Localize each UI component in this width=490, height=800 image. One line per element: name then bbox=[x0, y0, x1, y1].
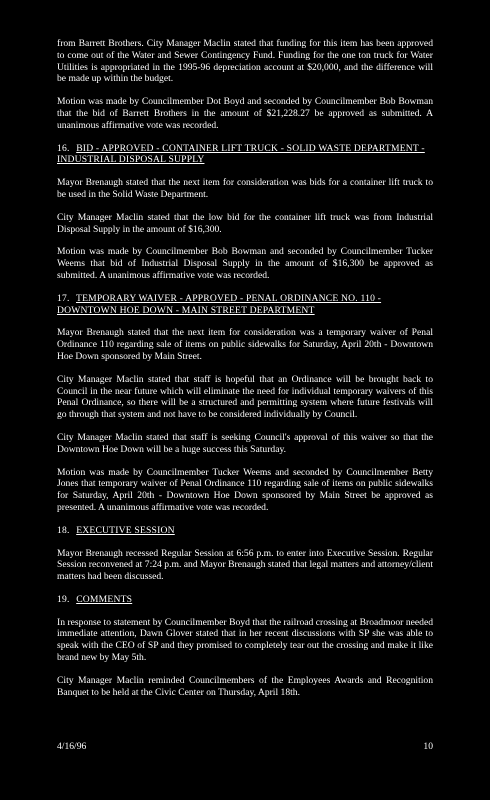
page-number: 10 bbox=[423, 741, 433, 752]
item-title: EXECUTIVE SESSION bbox=[76, 524, 175, 536]
paragraph-waiver-approval: City Manager Maclin stated that staff is seeking Council's approval of this waiver so that the Downtown Hoe Down will be a huge success this Saturday. bbox=[57, 431, 433, 455]
item-19-heading bbox=[57, 594, 433, 606]
paragraph-barrett-funding: from Barrett Brothers. City Manager Maclin stated that funding for this item has been approved to come out of the Water and Sewer Contingency Fund. Funding for the one ton truck for Water Utilities is appropriated in the 1995-96 depreciation account at $20,000, and the difference will be made up within the budget. bbox=[57, 38, 433, 85]
item-title: TEMPORARY WAIVER - APPROVED - PENAL ORDINANCE NO. 110 - DOWNTOWN HOE DOWN - MAIN STREET DEPARTMENT bbox=[57, 292, 382, 316]
paragraph-railroad-crossing: In response to statement by Councilmember Boyd that the railroad crossing at Broadmoor needed immediate attention, Dawn Glover stated that in her recent discussions with SP she was able to speak with the CEO of SP and they promised to completely tear out the crossing and make it like brand new by May 5th. bbox=[57, 616, 433, 664]
item-title: BID - APPROVED - CONTAINER LIFT TRUCK - SOLID WASTE DEPARTMENT - INDUSTRIAL DISPOSAL SUPPLY bbox=[57, 142, 425, 166]
page-footer bbox=[57, 741, 433, 753]
paragraph-waiver-motion: Motion was made by Councilmember Tucker Weems and seconded by Councilmember Betty Jones that temporary waiver of Penal Ordinance 110 regarding sale of items on public sidewalks for Saturday, April 20th - Downtown Hoe Down sponsored by Main Street be approved as presented. A unanimous affirmative vote was recorded. bbox=[57, 466, 433, 513]
item-title: COMMENTS bbox=[76, 593, 133, 605]
item-16-heading bbox=[57, 143, 433, 167]
item-17-heading bbox=[57, 293, 433, 317]
paragraph-lift-truck-intro: Mayor Brenaugh stated that the next item for consideration was bids for a container lift truck to be used in the Solid Waste Department. bbox=[57, 177, 433, 200]
paragraph-barrett-motion: Motion was made by Councilmember Dot Boyd and seconded by Councilmember Bob Bowman that the bid of Barrett Brothers in the amount of $21,228.27 be approved as submitted. A unanimous affirmative vote was recorded. bbox=[57, 96, 433, 131]
item-number: 18. bbox=[57, 524, 70, 536]
paragraph-banquet-reminder: City Manager Maclin reminded Councilmembers of the Employees Awards and Recognition Banquet to be held at the Civic Center on Thursday, April 18th. bbox=[57, 674, 433, 698]
paragraph-waiver-intro: Mayor Brenaugh stated that the next item for consideration was a temporary waiver of Penal Ordinance 110 regarding sale of items on public sidewalks for Saturday, April 20th - Downtown Hoe Down sponsored by Main Street. bbox=[57, 327, 433, 362]
paragraph-executive-session: Mayor Brenaugh recessed Regular Session at 6:56 p.m. to enter into Executive Session. Regular Session reconvened at 7:24 p.m. and Mayor Brenaugh stated that legal matters and attorney/client matters had been discussed. bbox=[57, 547, 433, 583]
footer-date: 4/16/96 bbox=[57, 741, 87, 752]
item-number: 19. bbox=[57, 593, 70, 605]
paragraph-waiver-ordinance: City Manager Maclin stated that staff is hopeful that an Ordinance will be brought back to Council in the near future which will eliminate the need for individual temporary waivers of this Penal Ordinance, so there will be a structured and permitting system where future festivals will go through that system and not have to be considered individually by Council. bbox=[57, 373, 433, 421]
item-number: 16. bbox=[57, 142, 70, 154]
paragraph-lift-truck-low-bid: City Manager Maclin stated that the low bid for the container lift truck was from Industrial Disposal Supply in the amount of $16,300. bbox=[57, 211, 433, 235]
item-18-heading bbox=[57, 525, 433, 537]
item-number: 17. bbox=[57, 292, 70, 304]
paragraph-lift-truck-motion: Motion was made by Councilmember Bob Bowman and seconded by Councilmember Tucker Weems that bid of Industrial Disposal Supply in the amount of $16,300 be approved as submitted. A unanimous affirmative vote was recorded. bbox=[57, 246, 433, 281]
minutes-body bbox=[57, 38, 433, 709]
